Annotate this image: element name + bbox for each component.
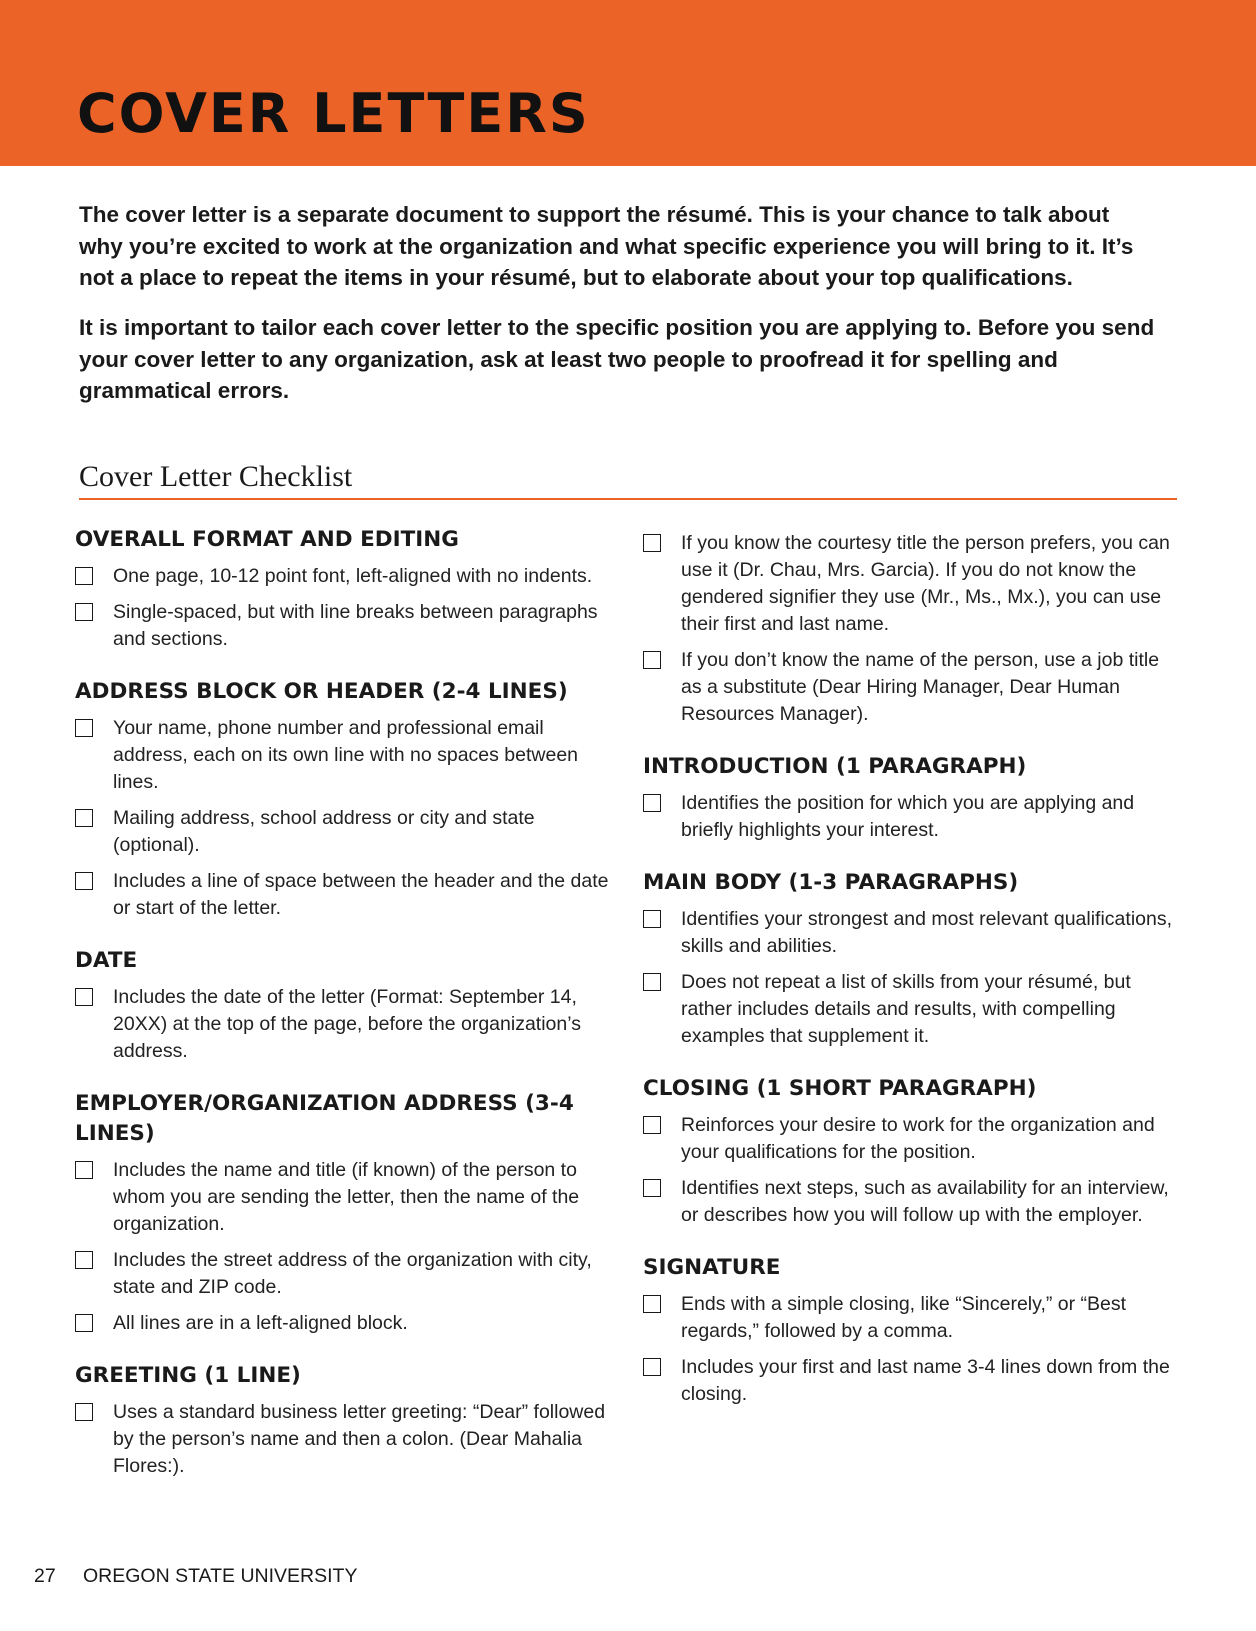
checkbox[interactable] — [643, 1358, 661, 1376]
checkbox[interactable] — [75, 567, 93, 585]
checklist-item — [643, 1354, 1183, 1408]
page-title: COVER LETTERS — [77, 82, 590, 145]
section-introduction-1-paragraph — [643, 752, 1183, 844]
checklist-divider — [79, 498, 1177, 500]
section-address-block-or-header-2-4-lines — [75, 677, 615, 922]
section-heading: EMPLOYER/ORGANIZATION ADDRESS (3-4 LINES) — [75, 1091, 574, 1146]
checkbox[interactable] — [75, 809, 93, 827]
checklist-item-text: Your name, phone number and professional email address, each on its own line with no spaces between lines. — [113, 717, 579, 793]
checklist-item — [75, 599, 615, 653]
checkbox[interactable] — [75, 719, 93, 737]
checklist-item-text: Mailing address, school address or city and state (optional). — [113, 807, 535, 856]
checklist-item-text: If you know the courtesy title the person prefers, you can use it (Dr. Chau, Mrs. Garcia). If you do not know the gendered signifier they use (Mr., Ms., Mx.), you can use their first and last name. — [681, 532, 1170, 635]
page-number: 27 — [34, 1565, 56, 1587]
checklist-item-text: Includes your first and last name 3-4 lines down from the closing. — [681, 1356, 1170, 1405]
checkbox[interactable] — [75, 872, 93, 890]
checklist-item — [75, 1247, 615, 1301]
checklist-title: Cover Letter Checklist — [79, 460, 353, 493]
checklist-item — [75, 1310, 615, 1337]
checklist-item — [75, 563, 615, 590]
section-signature — [643, 1253, 1183, 1408]
checkbox[interactable] — [643, 973, 661, 991]
section-heading: ADDRESS BLOCK OR HEADER (2-4 LINES) — [75, 679, 568, 704]
checkbox[interactable] — [643, 794, 661, 812]
checklist-item-text: If you don’t know the name of the person, use a job title as a substitute (Dear Hiring Manager, Dear Human Resources Manager). — [681, 649, 1160, 725]
checklist-item — [75, 1157, 615, 1238]
checkbox[interactable] — [75, 603, 93, 621]
checklist-item — [75, 868, 615, 922]
section-heading: GREETING (1 LINE) — [75, 1363, 301, 1388]
checklist-item-text: Includes the street address of the organization with city, state and ZIP code. — [113, 1249, 592, 1298]
checklist-item-text: Ends with a simple closing, like “Sincerely,” or “Best regards,” followed by a comma. — [681, 1293, 1127, 1342]
section-heading: CLOSING (1 SHORT PARAGRAPH) — [643, 1076, 1037, 1101]
checkbox[interactable] — [643, 910, 661, 928]
section-overall-format-and-editing — [75, 525, 615, 653]
checklist-item — [75, 715, 615, 796]
checkbox[interactable] — [643, 1116, 661, 1134]
checklist-left-column — [75, 525, 615, 1504]
checkbox[interactable] — [75, 1161, 93, 1179]
section-employer-organization-address-3-4-lines — [75, 1089, 615, 1337]
checklist-item-text: All lines are in a left-aligned block. — [113, 1312, 408, 1334]
section-greeting-1-line — [75, 1361, 615, 1480]
checklist-item — [75, 1399, 615, 1480]
section-heading: MAIN BODY (1-3 PARAGRAPHS) — [643, 870, 1019, 895]
checkbox[interactable] — [75, 988, 93, 1006]
checklist-item — [643, 1112, 1183, 1166]
checklist-item — [643, 530, 1183, 638]
checklist-item — [75, 984, 615, 1065]
publisher-name: OREGON STATE UNIVERSITY — [83, 1565, 358, 1587]
intro-paragraph-2: It is important to tailor each cover letter to the specific position you are applying to. Before you send your cover letter to any organization, ask at least two people to proofread it for spelling and grammatical errors. — [79, 315, 1155, 403]
section-heading: INTRODUCTION (1 PARAGRAPH) — [643, 754, 1027, 779]
checkbox[interactable] — [75, 1403, 93, 1421]
checklist-item-text: Does not repeat a list of skills from your résumé, but rather includes details and results, with compelling examples that supplement it. — [681, 971, 1131, 1047]
checklist-item-text: Identifies next steps, such as availability for an interview, or describes how you will follow up with the employer. — [681, 1177, 1169, 1226]
checklist-item-text: Includes the date of the letter (Format: September 14, 20XX) at the top of the page, before the organization’s address. — [113, 986, 581, 1062]
checkbox[interactable] — [75, 1314, 93, 1332]
checkbox[interactable] — [75, 1251, 93, 1269]
checklist-item-text: Reinforces your desire to work for the organization and your qualifications for the position. — [681, 1114, 1155, 1163]
checklist-item-text: Uses a standard business letter greeting: “Dear” followed by the person’s name and then a colon. (Dear Mahalia Flores:). — [113, 1401, 606, 1477]
checklist-item-text: Includes a line of space between the header and the date or start of the letter. — [113, 870, 609, 919]
checklist-item — [75, 805, 615, 859]
checklist-item — [643, 1291, 1183, 1345]
checklist-right-column — [643, 530, 1183, 1432]
section-heading: DATE — [75, 948, 138, 973]
checkbox[interactable] — [643, 1179, 661, 1197]
checklist-item — [643, 906, 1183, 960]
section-greeting-continued — [643, 530, 1183, 728]
checklist-item — [643, 969, 1183, 1050]
title-banner — [0, 0, 1256, 166]
checklist-item-text: Includes the name and title (if known) of the person to whom you are sending the letter, then the name of the organization. — [113, 1159, 580, 1235]
section-date — [75, 946, 615, 1065]
checklist-item-text: Single-spaced, but with line breaks between paragraphs and sections. — [113, 601, 598, 650]
checklist-item-text: One page, 10-12 point font, left-aligned with no indents. — [113, 565, 593, 587]
checklist-item-text: Identifies your strongest and most relevant qualifications, skills and abilities. — [681, 908, 1173, 957]
checklist-item — [643, 647, 1183, 728]
section-heading: OVERALL FORMAT AND EDITING — [75, 527, 459, 552]
checkbox[interactable] — [643, 651, 661, 669]
page-footer — [34, 1563, 357, 1589]
intro-paragraph-1: The cover letter is a separate document to support the résumé. This is your chance to talk about why you’re excited to work at the organization and what specific experience you will bring to it. It’s not a place to repeat the items in your résumé, but to elaborate about your top qualifications. — [79, 202, 1134, 290]
checkbox[interactable] — [643, 1295, 661, 1313]
section-closing-1-short-paragraph — [643, 1074, 1183, 1229]
section-main-body-1-3-paragraphs — [643, 868, 1183, 1050]
section-heading: SIGNATURE — [643, 1255, 781, 1280]
checklist-item-text: Identifies the position for which you are applying and briefly highlights your interest. — [681, 792, 1135, 841]
checkbox[interactable] — [643, 534, 661, 552]
checklist-item — [643, 790, 1183, 844]
checklist-item — [643, 1175, 1183, 1229]
